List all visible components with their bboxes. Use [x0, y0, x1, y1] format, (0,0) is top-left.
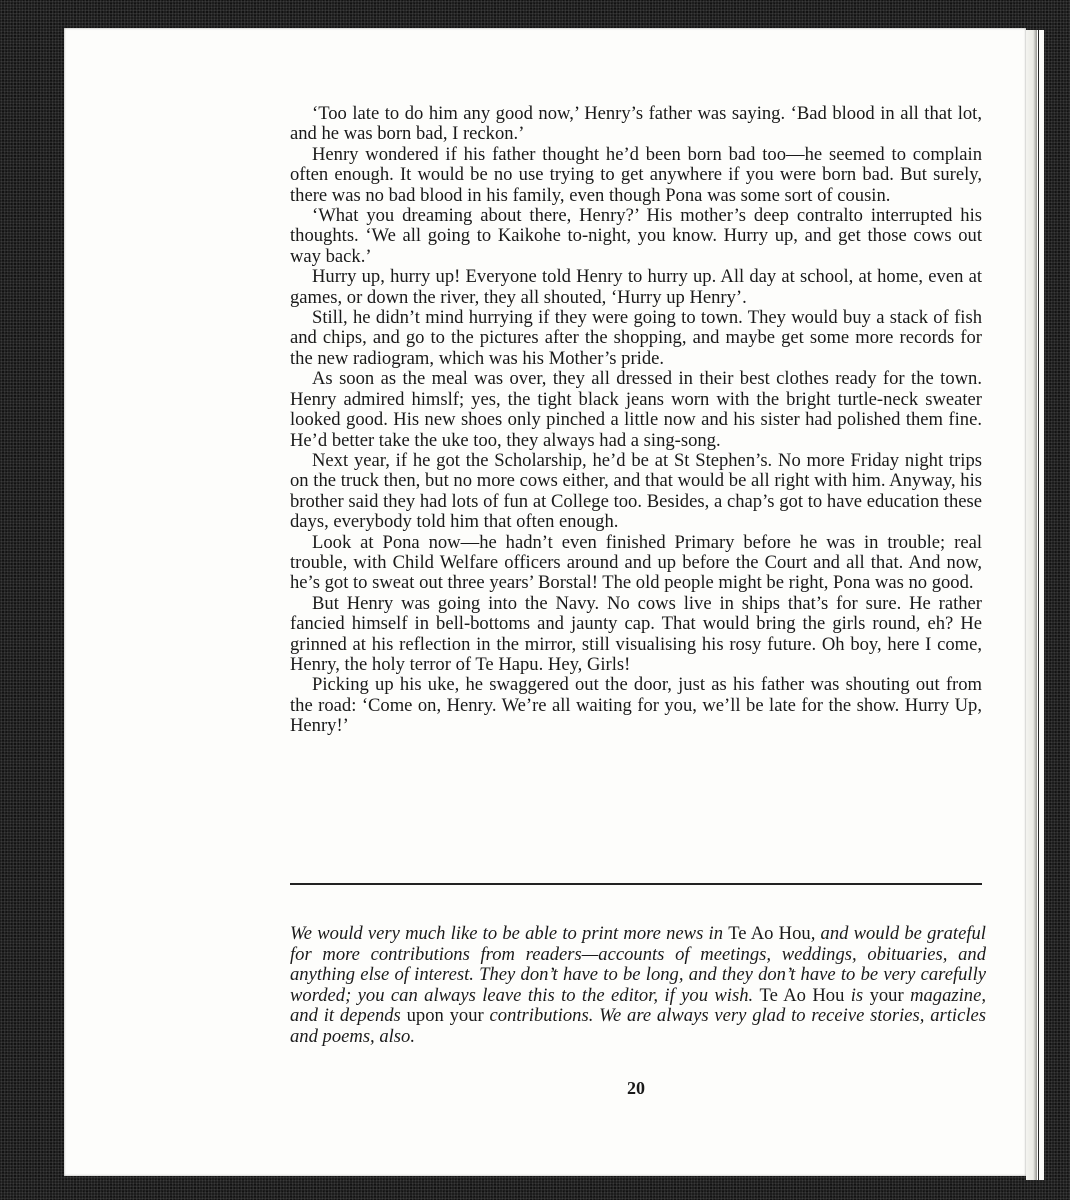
paragraph-3: ‘What you dreaming about there, Henry?’ His mother’s deep contralto interrupted his thoughts. ‘We all going to Kaikohe to-night, you know. Hurry up, and get those cows out way back.’: [290, 205, 982, 267]
notice-text: contributions. We are always very glad to receive stories, articles and poems, also.: [290, 1005, 986, 1047]
paragraph-10: Picking up his uke, he swaggered out the door, just as his father was shouting out from the road: ‘Come on, Henry. We’re all waiting for you, we’ll be late for the show. Hurry Up, Henry!’: [290, 674, 982, 737]
magazine-title: Te Ao Hou: [728, 923, 811, 944]
story-text: [290, 104, 982, 737]
paragraph-1: ‘Too late to do him any good now,’ Henry’s father was saying. ‘Bad blood in all that lot, and he was born bad, I reckon.’: [290, 103, 982, 145]
notice-emphasis: your: [449, 1005, 484, 1027]
notice-text: magazine, and it depends: [290, 984, 986, 1027]
paragraph-7: Next year, if he got the Scholarship, he’d be at St Stephen’s. No more Friday night trips on the truck then, but no more cows either, and that would be all right with him. Anyway, his brother said they had lots of fun at College too. Besides, a chap’s got to have education these days, everybody told him that often enough.: [290, 449, 982, 533]
notice-text: is: [844, 984, 870, 1006]
section-divider: [290, 883, 982, 885]
notice-emphasis: your: [869, 984, 904, 1006]
notice-text: , and would be grateful for more contributions from readers—accounts of meetings, weddings, obituaries, and anything else of interest. They don’t have to be long, and they don’t have to be very carefully worded; you can always leave this to the editor, if you wish.: [290, 923, 986, 1006]
paragraph-9: But Henry was going into the Navy. No cows live in ships that’s for sure. He rather fancied himself in bell-bottoms and jaunty cap. That would bring the girls round, eh? He grinned at his reflection in the mirror, still visualising his rosy future. Oh boy, here I come, Henry, the holy terror of Te Hapu. Hey, Girls!: [290, 592, 982, 675]
paragraph-8: Look at Pona now—he hadn’t even finished Primary before he was in trouble; real trouble, with Child Welfare officers around and up before the Court and all that. And now, he’s got to sweat out three years’ Borstal! The old people might be right, Pona was no good.: [290, 531, 982, 594]
page-number: 20: [627, 1078, 645, 1098]
magazine-title: Te Ao Hou: [759, 984, 845, 1006]
paragraph-5: Still, he didn’t mind hurrying if they were going to town. They would buy a stack of fish and chips, and go to the pictures after the shopping, and maybe get some more records for the new radiogram, which was his Mother’s pride.: [290, 307, 982, 369]
page-edge-line: [1038, 30, 1039, 1180]
paragraph-6: As soon as the meal was over, they all dressed in their best clothes ready for the town. Henry admired himslf; yes, the tight black jeans worn with the bright turtle-neck sweater looked good. His new shoes only pinched a little now and his sister had polished them fine. He’d better take the uke too, they always had a sing-song.: [290, 368, 982, 451]
notice-text: We would very much like to be able to print more news in: [290, 923, 729, 944]
notice-emphasis: upon: [406, 1005, 444, 1027]
editor-notice: [290, 924, 986, 1048]
paragraph-4: Hurry up, hurry up! Everyone told Henry to hurry up. All day at school, at home, even at games, or down the river, they all shouted, ‘Hurry up Henry’.: [290, 266, 982, 308]
paragraph-2: Henry wondered if his father thought he’d been born bad too—he seemed to complain often enough. It would be no use trying to get anywhere if you were born bad. But surely, there was no bad blood in his family, even though Pona was some sort of cousin.: [290, 143, 982, 206]
page-edge: [1026, 30, 1044, 1180]
